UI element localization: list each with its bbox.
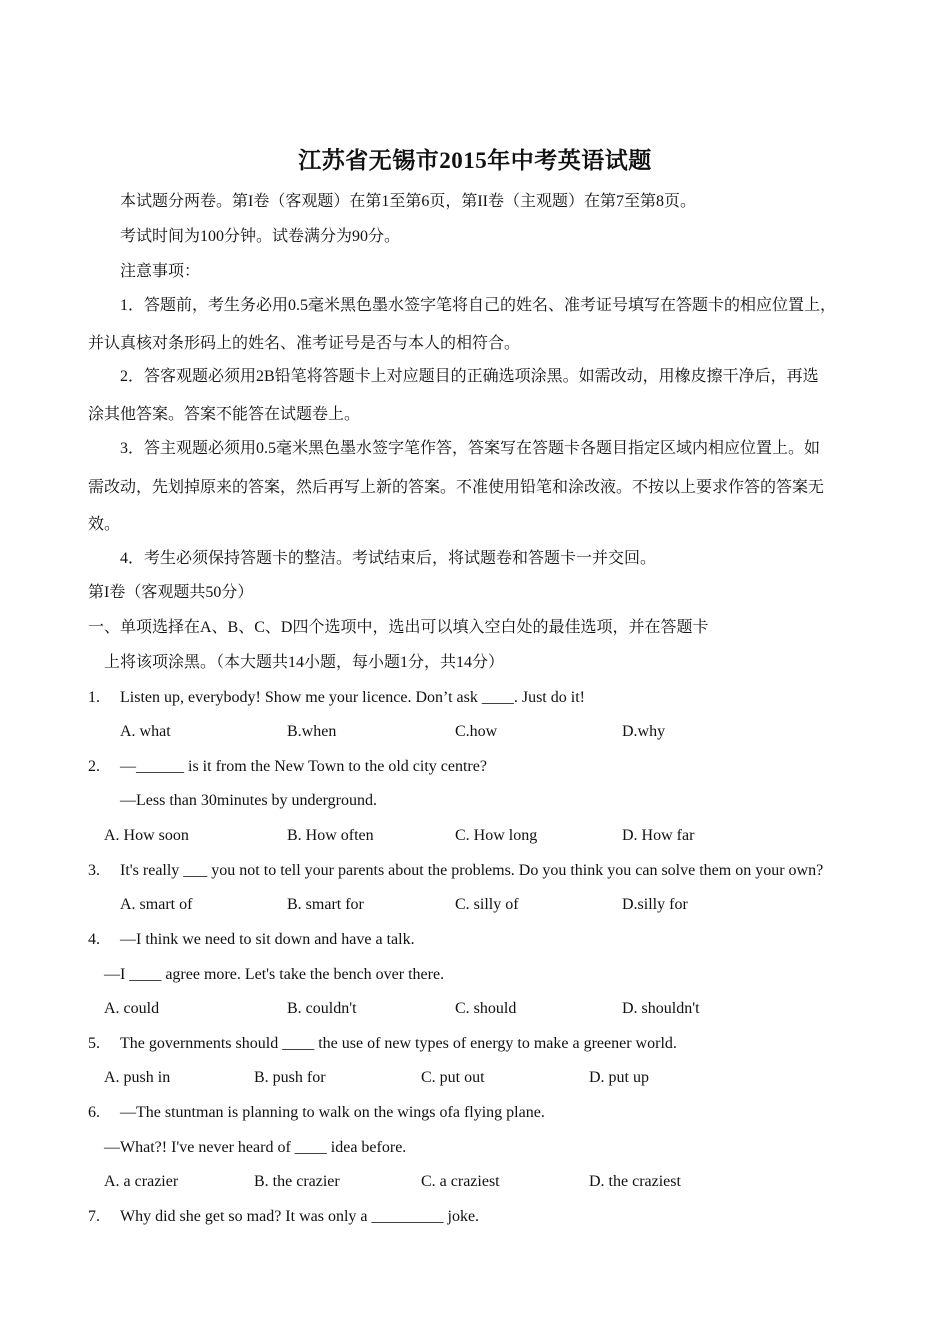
question-6-option-a: A. a crazier (104, 1173, 179, 1190)
question-6-option-d: D. the craziest (589, 1173, 681, 1190)
question-number: 2. (88, 758, 100, 775)
question-number: 5. (88, 1035, 100, 1052)
question-number: 6. (88, 1104, 100, 1121)
question-5-option-c: C. put out (421, 1069, 485, 1086)
question-4-stem-line-2: —I ____ agree more. Let's take the bench over there. (104, 966, 445, 983)
question-3-stem: It's really ___ you not to tell your parents about the problems. Do you think you can solve them on your own? (120, 862, 824, 879)
question-6-stem-line-1: —The stuntman is planning to walk on the wings ofa flying plane. (120, 1104, 545, 1121)
question-2-stem-line-1: —______ is it from the New Town to the old city centre? (120, 758, 487, 775)
section-heading-line-2: 上将该项涂黑。（本大题共14小题，每小题1分，共14分） (104, 654, 505, 671)
question-1-stem: Listen up, everybody! Show me your licence. Don’t ask ____. Just do it! (120, 689, 585, 706)
question-1-option-b: B.when (287, 723, 337, 740)
question-4-option-b: B. couldn't (287, 1000, 357, 1017)
question-5-option-a: A. push in (104, 1069, 171, 1086)
part-1-heading: 第I卷（客观题共50分） (88, 584, 254, 601)
section-heading-line-1: 一、单项选择在A、B、C、D四个选项中，选出可以填入空白处的最佳选项，并在答题卡 (88, 619, 709, 636)
notes-heading: 注意事项： (120, 263, 201, 280)
question-4-stem-line-1: —I think we need to sit down and have a talk. (120, 931, 415, 948)
question-6-option-c: C. a craziest (421, 1173, 500, 1190)
question-1-option-d: D.why (622, 723, 666, 740)
question-7-stem: Why did she get so mad? It was only a _________ joke. (120, 1208, 480, 1225)
question-5-option-d: D. put up (589, 1069, 649, 1086)
question-number: 3. (88, 862, 100, 879)
page-title: 江苏省无锡市2015年中考英语试题 (298, 148, 652, 173)
question-1-option-c: C.how (455, 723, 498, 740)
note-3-line-2: 需改动，先划掉原来的答案，然后再写上新的答案。不准使用铅笔和涂改液。不按以上要求作答的答案无 (88, 479, 825, 496)
question-2-option-a: A. How soon (104, 827, 189, 844)
note-2-line-2: 涂其他答案。答案不能答在试题卷上。 (88, 406, 361, 423)
question-number: 1. (88, 689, 100, 706)
question-number: 7. (88, 1208, 100, 1225)
question-4-option-c: C. should (455, 1000, 517, 1017)
question-number: 4. (88, 931, 100, 948)
note-4: 4．考生必须保持答题卡的整洁。考试结束后，将试题卷和答题卡一并交回。 (120, 550, 657, 567)
question-5-option-b: B. push for (254, 1069, 326, 1086)
note-1-line-2: 并认真核对条形码上的姓名、准考证号是否与本人的相符合。 (88, 335, 521, 352)
question-1-option-a: A. what (120, 723, 171, 740)
question-2-stem-line-2: —Less than 30minutes by underground. (120, 792, 378, 809)
note-3-line-1: 3．答主观题必须用0.5毫米黑色墨水签字笔作答，答案写在答题卡各题目指定区域内相应位置上。如 (120, 440, 821, 457)
note-1-line-1: 1．答题前，考生务必用0.5毫米黑色墨水签字笔将自己的姓名、准考证号填写在答题卡的相应位置上， (120, 297, 837, 314)
question-4-option-a: A. could (104, 1000, 160, 1017)
question-3-option-a: A. smart of (120, 896, 193, 913)
question-2-option-b: B. How often (287, 827, 374, 844)
question-3-option-c: C. silly of (455, 896, 519, 913)
question-2-option-d: D. How far (622, 827, 695, 844)
question-5-stem: The governments should ____ the use of new types of energy to make a greener world. (120, 1035, 677, 1052)
note-3-line-3: 效。 (88, 516, 121, 533)
question-4-option-d: D. shouldn't (622, 1000, 700, 1017)
intro-paragraph-2: 考试时间为100分钟。试卷满分为90分。 (120, 228, 401, 245)
question-3-option-d: D.silly for (622, 896, 688, 913)
intro-paragraph-1: 本试题分两卷。第I卷（客观题）在第1至第6页，第II卷（主观题）在第7至第8页。 (120, 193, 696, 210)
question-6-stem-line-2: —What?! I've never heard of ____ idea before. (104, 1139, 407, 1156)
question-3-option-b: B. smart for (287, 896, 364, 913)
question-2-option-c: C. How long (455, 827, 538, 844)
question-6-option-b: B. the crazier (254, 1173, 340, 1190)
note-2-line-1: 2．答客观题必须用2B铅笔将答题卡上对应题目的正确选项涂黑。如需改动，用橡皮擦干净后，再选 (120, 368, 819, 385)
